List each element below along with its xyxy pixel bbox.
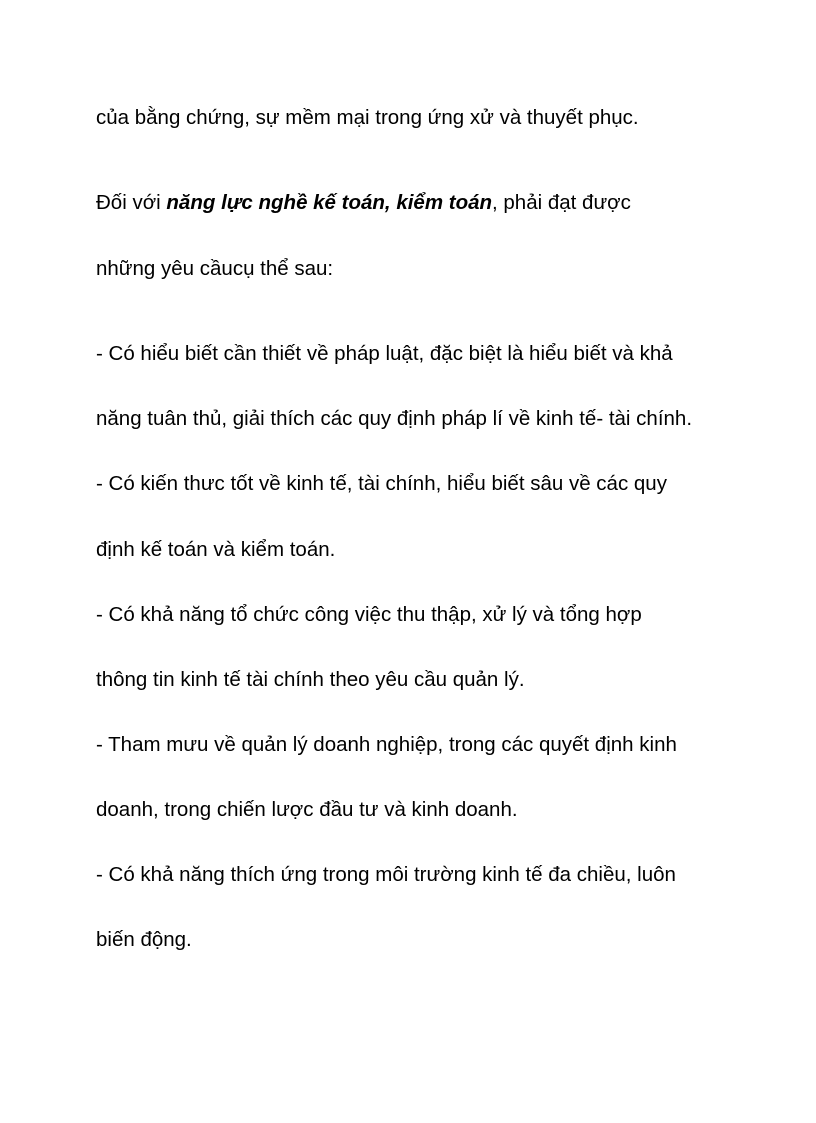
text-line	[96, 257, 776, 281]
text-line	[96, 798, 776, 822]
line-text: - Có hiểu biết cần thiết về pháp luật, đặc biệt là hiểu biết và khả	[96, 342, 673, 365]
line-text: , phải đạt được	[492, 191, 631, 214]
line-text: doanh, trong chiến lược đầu tư và kinh doanh.	[96, 798, 518, 821]
line-text: Đối với	[96, 191, 167, 214]
text-line	[96, 407, 776, 431]
emphasized-text: năng lực nghề kế toán, kiểm toán	[166, 191, 493, 214]
line-text: định kế toán và kiểm toán.	[96, 538, 336, 561]
line-text: - Có khả năng tổ chức công việc thu thập, xử lý và tổng hợp	[96, 603, 642, 626]
text-line	[96, 603, 776, 627]
line-text: - Tham mưu về quản lý doanh nghiệp, trong các quyết định kinh	[96, 733, 677, 756]
line-text: của bằng chứng, sự mềm mại trong ứng xử và thuyết phục.	[96, 106, 639, 129]
line-text: những yêu cầucụ thể sau:	[96, 257, 334, 280]
line-text: thông tin kinh tế tài chính theo yêu cầu quản lý.	[96, 668, 525, 691]
line-text: - Có kiến thưc tốt về kinh tế, tài chính, hiểu biết sâu về các quy	[96, 472, 667, 495]
text-line	[96, 733, 776, 757]
line-text: biến động.	[96, 928, 192, 951]
line-text: năng tuân thủ, giải thích các quy định pháp lí về kinh tế- tài chính.	[96, 407, 693, 430]
text-line	[96, 863, 776, 887]
line-text: - Có khả năng thích ứng trong môi trường kinh tế đa chiều, luôn	[96, 863, 676, 886]
text-line	[96, 928, 776, 952]
text-line	[96, 472, 776, 496]
text-line	[96, 342, 776, 366]
text-line	[96, 668, 776, 692]
text-line	[96, 191, 776, 215]
text-line	[96, 538, 776, 562]
text-line	[96, 106, 776, 130]
